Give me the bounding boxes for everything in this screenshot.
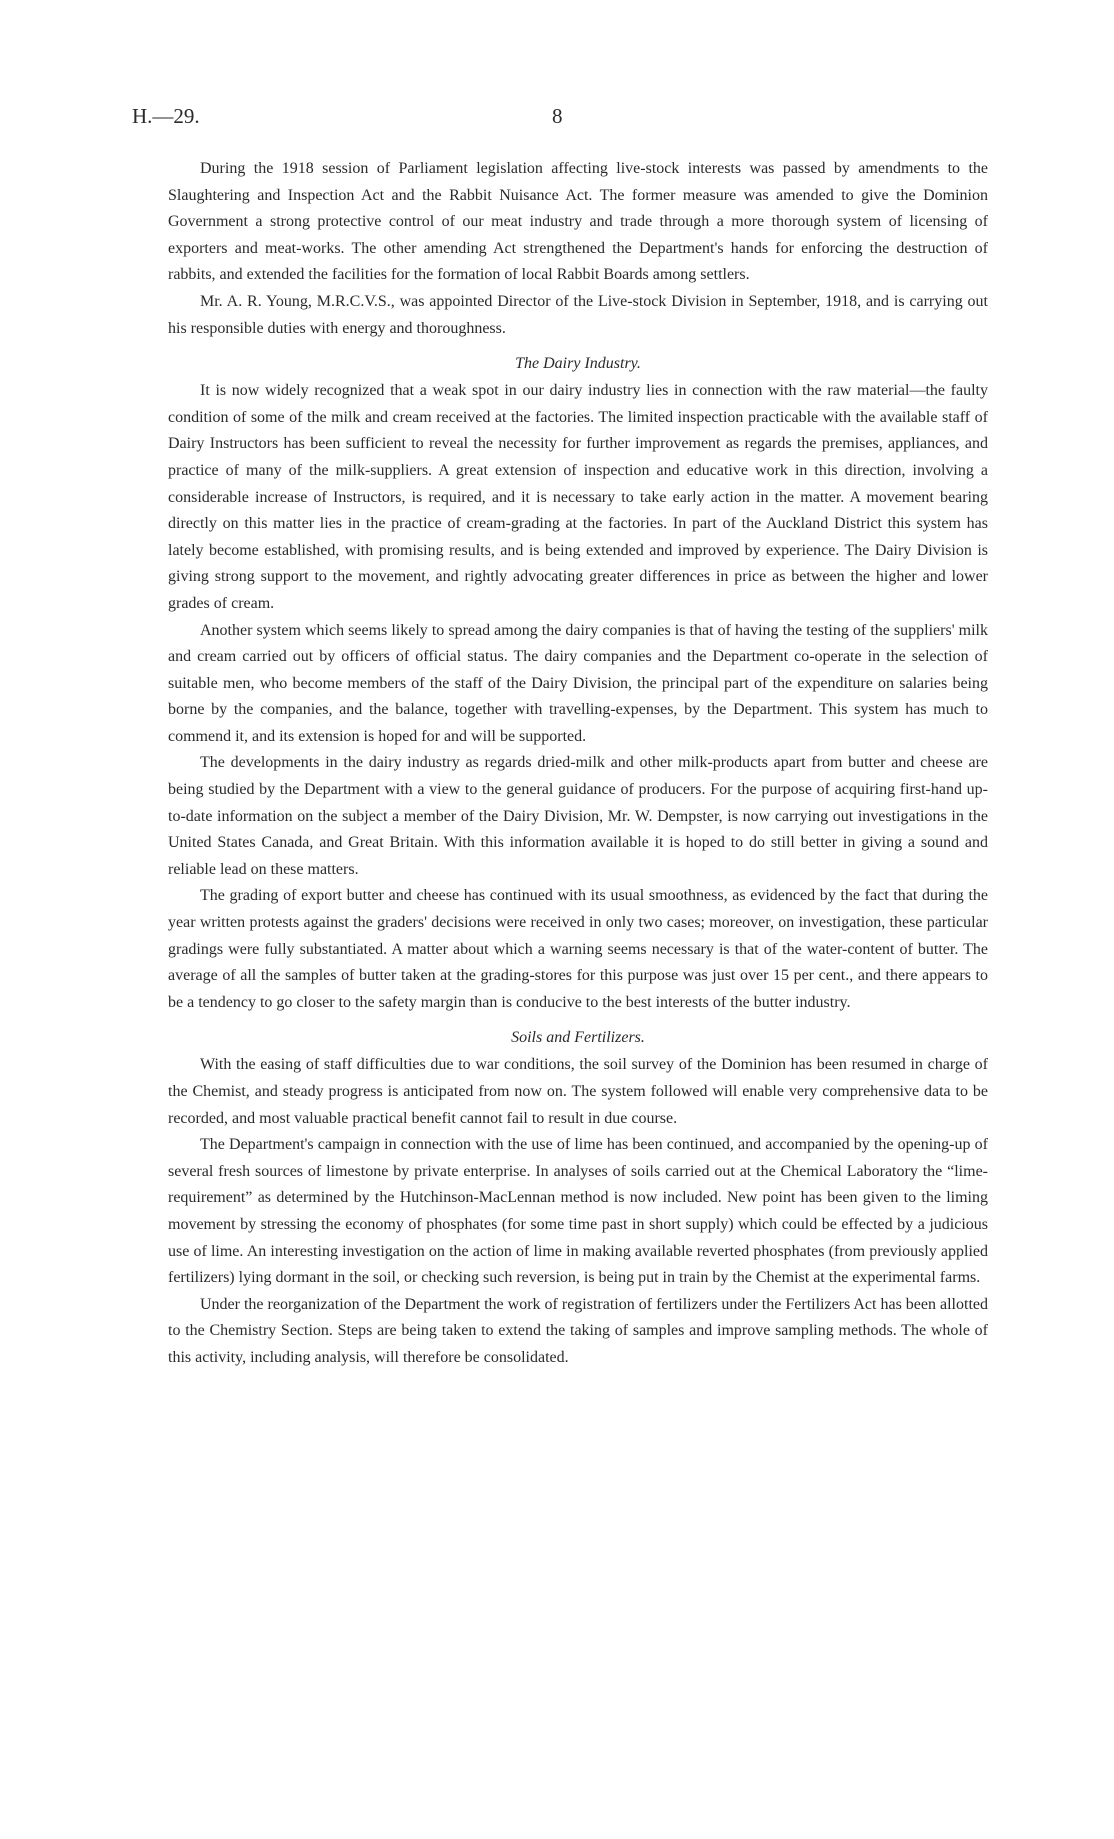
document-body (168, 156, 988, 1372)
paragraph-legislation: During the 1918 session of Parliament legislation affecting live-stock interests was passed by amendments to the Slaughtering and Inspection Act and the Rabbit Nuisance Act. The former measure was amended to give the Dominion Government a strong protective control of our meat industry and trade through a more thorough system of licensing of exporters and meat-works. The other amending Act strengthened the Department's hands for enforcing the destruction of rabbits, and extended the facilities for the formation of local Rabbit Boards among settlers. (168, 160, 988, 284)
paragraph-dairy-grading: The grading of export butter and cheese has continued with its usual smoothness, as evidenced by the fact that during the year written protests against the graders' decisions were received in only two cases; moreover, on investigation, these particular gradings were fully substantiated. A matter about which a warning seems necessary is that of the water-content of butter. The average of all the samples of butter taken at the grading-stores for this purpose was just over 15 per cent., and there appears to be a tendency to go closer to the safety margin than is conducive to the best interests of the butter industry. (168, 887, 988, 1011)
document-reference: H.—29. (132, 104, 200, 128)
section-heading-dairy: The Dairy Industry. (515, 355, 641, 373)
paragraph-fertilizer-registration: Under the reorganization of the Department the work of registration of fertilizers under the Fertilizers Act has been allotted to the Chemistry Section. Steps are being taken to extend the taking of samples and improve sampling methods. The whole of this activity, including analysis, will therefore be consolidated. (168, 1295, 988, 1366)
paragraph-lime-campaign: The Department's campaign in connection with the use of lime has been continued, and accompanied by the opening-up of several fresh sources of limestone by private enterprise. In analyses of soils carried out at the Chemical Laboratory the “lime-requirement” as determined by the Hutchinson-MacLennan method is now included. New point has been given to the liming movement by stressing the economy of phosphates (for some time past in short supply) which could be effected by a judicious use of lime. An interesting investigation on the action of lime in making available reverted phosphates (from previously applied fertilizers) lying dormant in the soil, or checking such reversion, is being put in train by the Chemist at the experimental farms. (168, 1136, 988, 1287)
page-number: 8 (552, 104, 563, 128)
paragraph-dairy-raw-material: It is now widely recognized that a weak spot in our dairy industry lies in connection with the raw material—the faulty condition of some of the milk and cream received at the factories. The limited inspection practicable with the available staff of Dairy Instructors has been sufficient to reveal the necessity for further improvement as regards the premises, appliances, and practice of many of the milk-suppliers. A great extension of inspection and educative work in this direction, involving a considerable increase of Instructors, is required, and it is necessary to take early action in the matter. A movement bearing directly on this matter lies in the practice of cream-grading at the factories. In part of the Auckland District this system has lately become established, with promising results, and is being extended and improved by experience. The Dairy Division is giving strong support to the movement, and rightly advocating greater differences in price as between the higher and lower grades of cream. (168, 382, 988, 612)
paragraph-dairy-developments: The developments in the dairy industry as regards dried-milk and other milk-products apart from butter and cheese are being studied by the Department with a view to the general guidance of producers. For the purpose of acquiring first-hand up-to-date information on the subject a member of the Dairy Division, Mr. W. Dempster, is now carrying out investigations in the United States Canada, and Great Britain. With this information available it is hoped to do still better in giving a sound and reliable lead on these matters. (168, 754, 988, 878)
section-heading-soils: Soils and Fertilizers. (511, 1029, 645, 1047)
paragraph-appointment: Mr. A. R. Young, M.R.C.V.S., was appointed Director of the Live-stock Division in September, 1918, and is carrying out his responsible duties with energy and thoroughness. (168, 292, 988, 337)
paragraph-dairy-testing: Another system which seems likely to spread among the dairy companies is that of having the testing of the suppliers' milk and cream carried out by officers of official status. The dairy companies and the Department co-operate in the selection of suitable men, who become members of the staff of the Dairy Division, the principal part of the expenditure on salaries being borne by the companies, and the balance, together with travelling-expenses, by the Department. This system has much to commend it, and its extension is hoped for and will be supported. (168, 621, 988, 745)
paragraph-soil-survey: With the easing of staff difficulties due to war conditions, the soil survey of the Dominion has been resumed in charge of the Chemist, and steady progress is anticipated from now on. The system followed will enable very comprehensive data to be recorded, and most valuable practical benefit cannot fail to result in due course. (168, 1056, 988, 1127)
page-header (132, 104, 992, 134)
